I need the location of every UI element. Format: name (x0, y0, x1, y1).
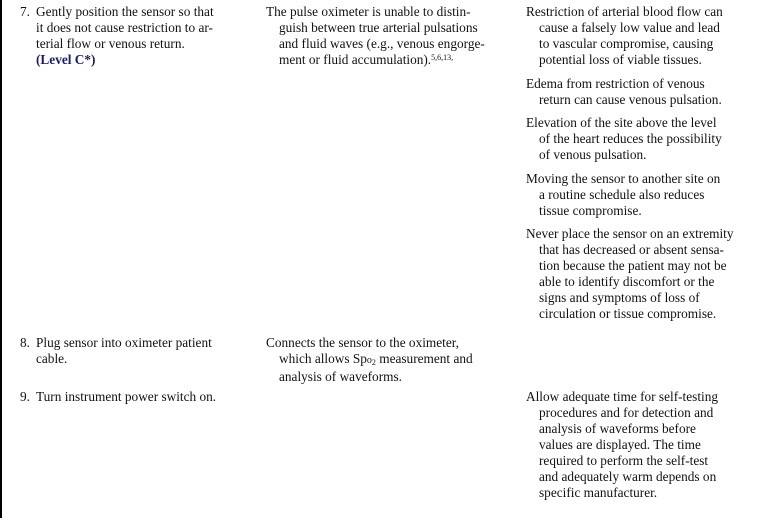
rationale-text: Connects the sensor to the oximeter, (266, 335, 459, 350)
note-line: Restriction of arterial blood flow can (526, 4, 723, 19)
note-line: circulation or tissue compromise. (539, 306, 717, 321)
note-paragraph (526, 389, 718, 501)
note-line: return can cause venous pulsation. (539, 91, 722, 107)
note-line: to vascular compromise, causing (539, 36, 714, 51)
note-line: Elevation of the site above the level (526, 115, 717, 130)
rationale-text: which allows Sp (279, 351, 367, 366)
step-text: terial flow or venous return. (36, 36, 185, 51)
step-8 (20, 335, 212, 367)
note-line: signs and symptoms of loss of (539, 290, 700, 305)
note-line: Allow adequate time for self-testing (526, 389, 719, 404)
rationale-text: analysis of waveforms. (279, 369, 402, 384)
subscript: 2 (371, 358, 376, 367)
note-line: tissue compromise. (539, 202, 642, 218)
step-text: Gently position the sensor so that (36, 4, 214, 19)
rationale-8 (266, 335, 473, 385)
note-paragraph (526, 226, 734, 322)
notes-9 (526, 389, 718, 509)
note-line: that has decreased or absent sensa- (539, 242, 724, 257)
evidence-level: (Level C*) (36, 52, 96, 67)
note-line: procedures and for detection and (539, 405, 714, 420)
left-margin-bar (0, 0, 2, 518)
note-line: and adequately warm depends on (539, 469, 717, 484)
step-9 (20, 389, 216, 405)
step-text: cable. (36, 351, 68, 366)
note-line: of venous pulsation. (539, 147, 647, 162)
note-paragraph (526, 76, 734, 108)
note-paragraph (526, 171, 734, 219)
note-line: Edema from restriction of venous (526, 75, 705, 91)
note-line: a routine schedule also reduces (539, 186, 705, 202)
rationale-text: and fluid waves (e.g., venous engorge- (279, 36, 485, 51)
rationale-text: The pulse oximeter is unable to distin- (266, 4, 471, 19)
step-text: Turn instrument power switch on. (36, 389, 217, 404)
reference-citation: 5,6,13, (431, 53, 454, 62)
note-line: of the heart reduces the possibility (539, 131, 722, 146)
note-line: able to identify discomfort or the (539, 274, 715, 289)
step-text: Plug sensor into oximeter patient (36, 335, 212, 350)
rationale-text: measurement and (375, 351, 473, 366)
note-line: values are displayed. The time (539, 437, 701, 452)
step-number: 9. (20, 389, 30, 404)
note-paragraph (526, 4, 734, 68)
note-line: Moving the sensor to another site on (526, 170, 721, 186)
note-line: Never place the sensor on an extremity (526, 226, 734, 241)
note-line: cause a falsely low value and lead (539, 20, 720, 35)
rationale-text: ment or fluid accumulation). (279, 52, 432, 67)
step-number: 8. (20, 335, 30, 350)
note-line: required to perform the self-test (539, 453, 709, 468)
note-line: potential loss of viable tissues. (539, 52, 702, 67)
rationale-text: guish between true arterial pulsations (279, 20, 478, 35)
spo2-small-caps: o (366, 355, 372, 366)
note-line: specific manufacturer. (539, 485, 658, 500)
note-line: analysis of waveforms before (539, 421, 696, 436)
note-paragraph (526, 115, 734, 163)
step-7 (20, 4, 214, 68)
rationale-7 (266, 4, 485, 68)
step-number: 7. (20, 4, 30, 19)
note-line: tion because the patient may not be (539, 258, 727, 273)
notes-7 (526, 4, 734, 330)
step-text: it does not cause restriction to ar- (36, 20, 213, 35)
